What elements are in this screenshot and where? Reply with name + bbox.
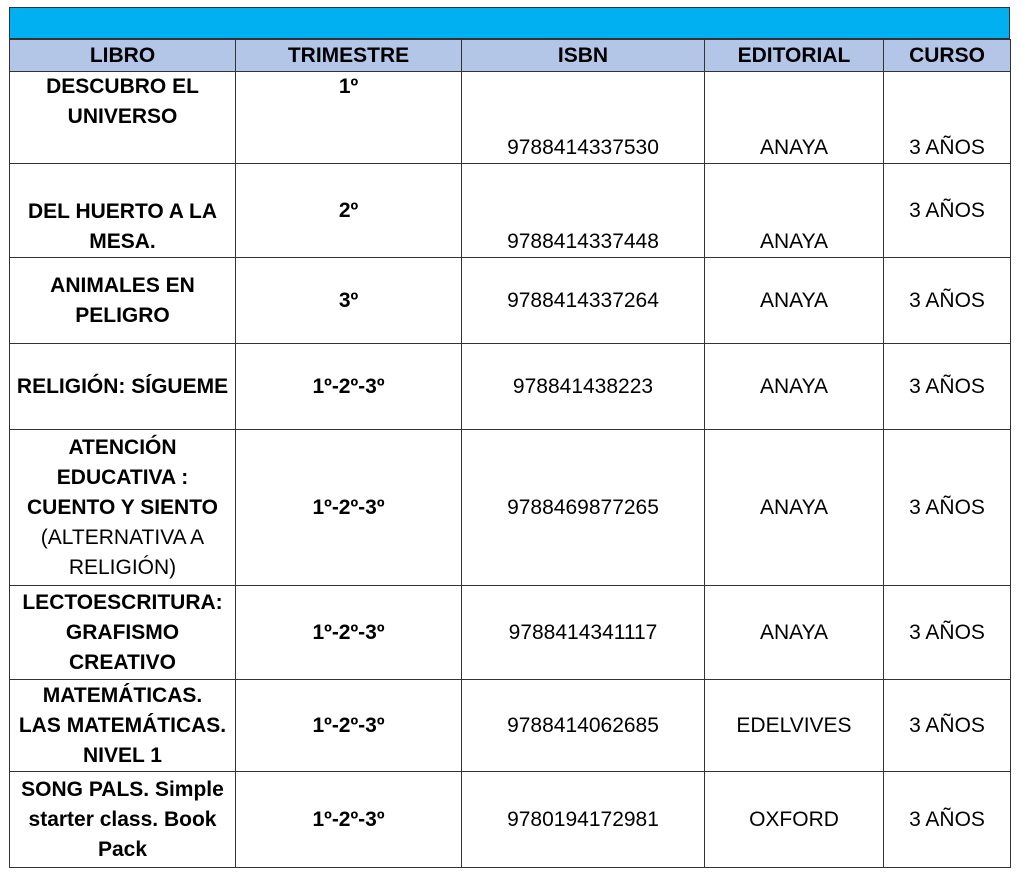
libro-line: NIVEL 1 <box>83 743 162 767</box>
isbn-cell: 9788414337264 <box>462 258 705 344</box>
editorial-cell: OXFORD <box>705 772 884 868</box>
isbn-cell: 9788414341117 <box>462 586 705 680</box>
trimestre-cell: 1º-2º-3º <box>236 430 462 586</box>
libro-line: DESCUBRO EL <box>46 75 199 98</box>
libro-line: Pack <box>97 837 148 861</box>
libro-cell <box>10 344 236 430</box>
libro-cell <box>10 586 236 680</box>
curso-cell: 3 AÑOS <box>884 344 1011 430</box>
table-row <box>10 72 1011 164</box>
table-row <box>10 258 1011 344</box>
libro-line: MESA. <box>89 230 156 253</box>
libro-line: UNIVERSO <box>67 105 178 128</box>
editorial-cell: ANAYA <box>705 258 884 344</box>
isbn-cell: 9780194172981 <box>462 772 705 868</box>
trimestre-cell: 1º-2º-3º <box>236 772 462 868</box>
libro-line: MATEMÁTICAS. <box>42 683 203 707</box>
curso-cell: 3 AÑOS <box>884 258 1011 344</box>
editorial-cell: ANAYA <box>705 344 884 430</box>
libro-cell <box>10 258 236 344</box>
libro-cell <box>10 680 236 772</box>
libro-line: starter class. Book <box>28 807 217 831</box>
libro-cell <box>10 430 236 586</box>
libro-cell <box>10 164 236 258</box>
libro-line: ANIMALES EN <box>50 273 195 297</box>
header-libro: LIBRO <box>10 40 236 72</box>
table-row <box>10 344 1011 430</box>
libro-line: GRAFISMO <box>65 620 180 644</box>
libro-cell <box>10 72 236 164</box>
editorial-cell: ANAYA <box>705 586 884 680</box>
header-editorial: EDITORIAL <box>705 40 884 72</box>
libro-line: DEL HUERTO A LA <box>27 200 217 223</box>
header-isbn: ISBN <box>462 40 705 72</box>
libro-cell <box>10 772 236 868</box>
isbn-cell: 9788469877265 <box>462 430 705 586</box>
table-row <box>10 586 1011 680</box>
libro-line: SONG PALS. Simple <box>21 777 224 801</box>
trimestre-cell: 1º <box>236 72 462 164</box>
editorial-cell: EDELVIVES <box>705 680 884 772</box>
isbn-cell: 9788414337448 <box>462 164 705 258</box>
table-row <box>10 772 1011 868</box>
table-header-row <box>10 40 1011 72</box>
libro-line: ATENCIÓN <box>68 435 177 459</box>
table-row <box>10 680 1011 772</box>
libro-line: CUENTO Y SIENTO <box>27 495 218 519</box>
libro-line: (ALTERNATIVA A <box>40 525 205 549</box>
table-row <box>10 430 1011 586</box>
header-curso: CURSO <box>884 40 1011 72</box>
editorial-cell: ANAYA <box>705 72 884 164</box>
title-bar <box>9 7 1010 39</box>
libro-line: LAS MATEMÁTICAS. <box>18 713 227 737</box>
book-list-table <box>9 39 1011 868</box>
trimestre-cell: 1º-2º-3º <box>236 344 462 430</box>
curso-cell: 3 AÑOS <box>884 772 1011 868</box>
isbn-cell: 978841438223 <box>462 344 705 430</box>
curso-cell: 3 AÑOS <box>884 430 1011 586</box>
libro-line: RELIGIÓN: SÍGUEME <box>16 374 229 398</box>
header-trimestre: TRIMESTRE <box>236 40 462 72</box>
trimestre-cell: 2º <box>236 164 462 258</box>
curso-cell: 3 AÑOS <box>884 680 1011 772</box>
table-row <box>10 164 1011 258</box>
curso-cell: 3 AÑOS <box>884 72 1011 164</box>
libro-line: LECTOESCRITURA: <box>22 590 223 614</box>
isbn-cell: 9788414337530 <box>462 72 705 164</box>
curso-cell: 3 AÑOS <box>884 586 1011 680</box>
trimestre-cell: 1º-2º-3º <box>236 680 462 772</box>
editorial-cell: ANAYA <box>705 164 884 258</box>
isbn-cell: 9788414062685 <box>462 680 705 772</box>
libro-line: RELIGIÓN) <box>68 555 177 579</box>
libro-line: EDUCATIVA : <box>56 465 189 489</box>
libro-line: CREATIVO <box>69 650 176 674</box>
trimestre-cell: 1º-2º-3º <box>236 586 462 680</box>
libro-line: PELIGRO <box>75 303 170 327</box>
curso-cell: 3 AÑOS <box>884 164 1011 258</box>
trimestre-cell: 3º <box>236 258 462 344</box>
editorial-cell: ANAYA <box>705 430 884 586</box>
